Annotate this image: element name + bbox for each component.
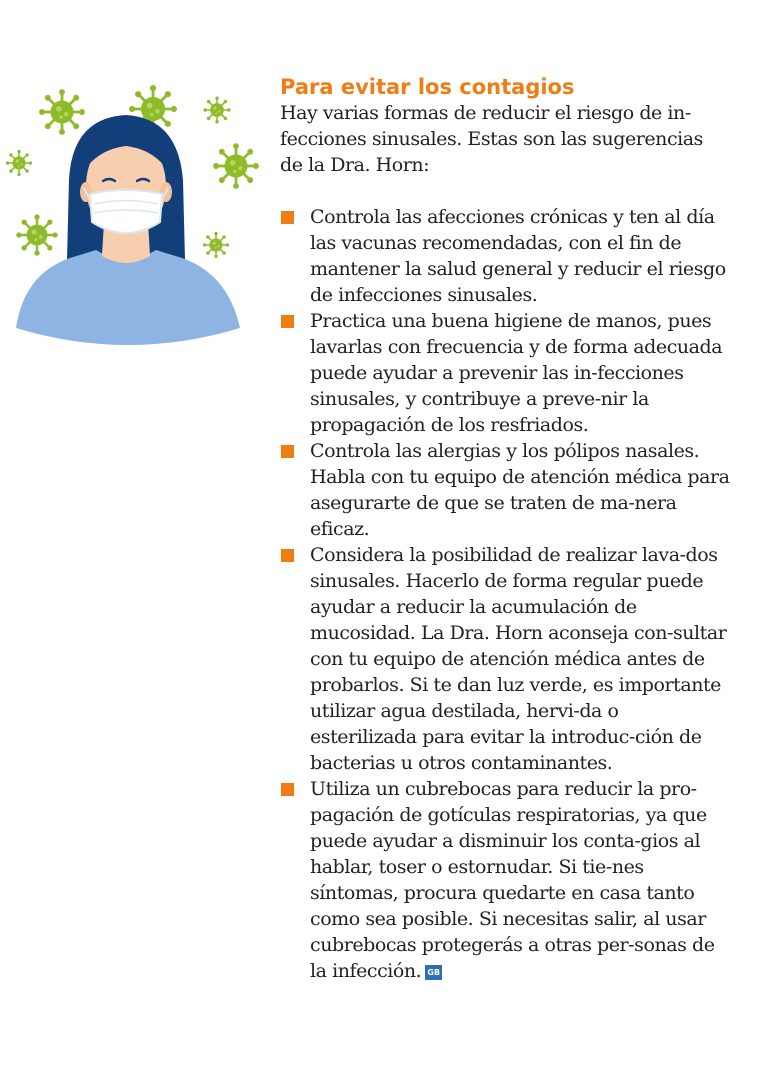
tip-text: Practica una buena higiene de manos, pues lavarlas con frecuencia y de forma adecuada puede ayudar a prevenir las in-fecciones sinusales, y contribuye a preve-nir la propagación de los resfriados. <box>310 310 723 436</box>
bullet-square-icon <box>281 315 294 328</box>
list-item <box>280 776 730 984</box>
bullet-square-icon <box>281 549 294 562</box>
tip-text: Controla las alergias y los pólipos nasales. Habla con tu equipo de atención médica para asegurarte de que se traten de ma-nera eficaz. <box>310 440 730 540</box>
tips-list <box>280 204 730 984</box>
shirt <box>16 250 240 345</box>
virus-icon <box>203 96 230 123</box>
bullet-square-icon <box>281 783 294 796</box>
tip-text: Considera la posibilidad de realizar lava-dos sinusales. Hacerlo de forma regular puede ayudar a reducir la acumulación de mucosidad. La Dra. Horn aconseja con-sultar con tu equipo de atención médica antes de probarlos. Si te dan luz verde, es importante utilizar agua destilada, hervi-da o esterilizada para evitar la introduc-ción de bacterias u otros contaminantes. <box>310 544 727 774</box>
bullet-square-icon <box>281 211 294 224</box>
article-title: Para evitar los contagios <box>280 75 575 99</box>
list-item <box>280 308 730 438</box>
virus-icon <box>213 143 259 189</box>
tip-text: Controla las afecciones crónicas y ten al día las vacunas recomendadas, con el fin de mantener la salud general y reducir el riesgo de infecciones sinusales. <box>310 206 726 306</box>
gb-logo-icon: GB <box>425 965 442 980</box>
list-item <box>280 542 730 776</box>
virus-icon <box>203 232 229 258</box>
article-intro: Hay varias formas de reducir el riesgo de in-fecciones sinusales. Estas son las sugerencias de la Dra. Horn: <box>280 102 703 176</box>
list-item <box>280 438 730 542</box>
article <box>280 74 730 984</box>
tip-text: Utiliza un cubrebocas para reducir la pro-pagación de gotículas respiratorias, ya que puede ayudar a disminuir los conta-gios al hablar, toser o estornudar. Si tie-nes síntomas, procura quedarte en casa tanto como sea posible. Si necesitas salir, al usar cubrebocas protegerás a otras per-sonas de la infección. <box>310 778 715 982</box>
bullet-square-icon <box>281 445 294 458</box>
illustration-svg <box>0 60 260 370</box>
list-item <box>280 204 730 308</box>
woman-with-mask-illustration <box>0 60 260 370</box>
virus-icon <box>16 214 57 255</box>
virus-icon <box>6 150 32 176</box>
virus-icon <box>39 89 85 135</box>
